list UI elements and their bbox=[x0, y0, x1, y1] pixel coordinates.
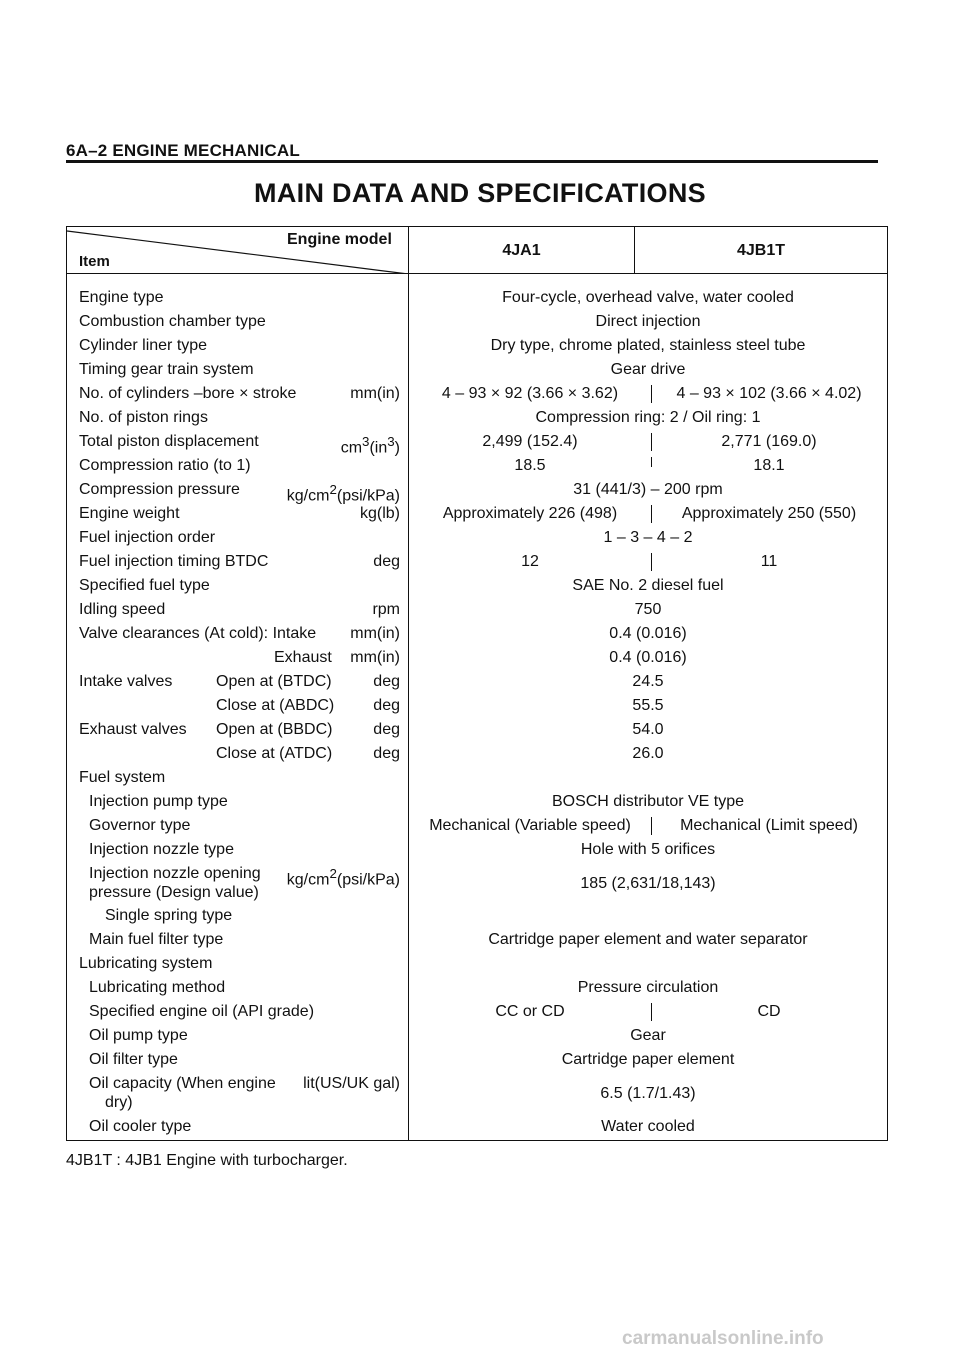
spec-row-valve-clearance-intake bbox=[67, 622, 887, 646]
row-value-4jb1t: Approximately 250 (550) bbox=[681, 505, 857, 522]
row-value: 24.5 bbox=[632, 673, 664, 690]
row-value-4ja1: 18.5 bbox=[514, 457, 546, 474]
spec-row-injection-order bbox=[67, 526, 887, 550]
row-value: BOSCH distributor VE type bbox=[551, 793, 745, 810]
row-label: No. of piston rings bbox=[79, 409, 208, 426]
row-unit: mm(in) bbox=[350, 649, 400, 666]
spec-row-timing-gear bbox=[67, 358, 887, 382]
spec-row-oil-filter bbox=[67, 1048, 887, 1072]
watermark: carmanualsonline.info bbox=[622, 1328, 824, 1349]
row-label: Compression pressure bbox=[79, 481, 240, 498]
unit-base: kg/cm bbox=[286, 871, 330, 889]
spec-row-oil-pump bbox=[67, 1024, 887, 1048]
row-value: 185 (2,631/18,143) bbox=[580, 875, 716, 892]
row-value: 750 bbox=[634, 601, 662, 618]
unit-base: kg/cm bbox=[286, 487, 330, 505]
section-label: Lubricating system bbox=[79, 955, 213, 972]
spec-row-nozzle-pressure bbox=[67, 862, 887, 906]
row-label: Engine weight bbox=[79, 505, 180, 522]
row-label: Combustion chamber type bbox=[79, 313, 266, 330]
spec-row-compression-ratio bbox=[67, 454, 887, 478]
row-unit: deg bbox=[373, 553, 400, 570]
row-unit: deg bbox=[373, 745, 400, 762]
spec-row-lubricating-method bbox=[67, 976, 887, 1000]
row-value-4jb1t: CD bbox=[757, 1003, 781, 1020]
spec-row-cylinder-liner bbox=[67, 334, 887, 358]
row-label: Valve clearances (At cold): Intake bbox=[79, 625, 317, 642]
row-value: 0.4 (0.016) bbox=[609, 625, 687, 642]
row-unit: mm(in) bbox=[350, 625, 400, 642]
row-value: Cartridge paper element and water separator bbox=[488, 931, 808, 948]
row-value-4ja1: 2,499 (152.4) bbox=[482, 433, 578, 450]
row-unit: mm(in) bbox=[350, 385, 400, 402]
row-label: No. of cylinders –bore × stroke bbox=[79, 385, 297, 402]
row-label: Injection nozzle type bbox=[89, 841, 234, 858]
unit-mid: (in bbox=[369, 439, 388, 457]
unit-sup: 2 bbox=[329, 866, 337, 881]
row-value-4ja1: CC or CD bbox=[495, 1003, 565, 1020]
spec-row-exhaust-close bbox=[67, 742, 887, 766]
spec-row-exhaust-open bbox=[67, 718, 887, 742]
spec-row-piston-rings bbox=[67, 406, 887, 430]
spec-row-nozzle-type bbox=[67, 838, 887, 862]
spec-row-intake-open bbox=[67, 670, 887, 694]
row-label-line2: pressure (Design value) bbox=[89, 884, 259, 901]
row-label: Injection pump type bbox=[89, 793, 228, 810]
spec-row-single-spring bbox=[67, 904, 887, 928]
row-label: Oil cooler type bbox=[89, 1118, 192, 1135]
row-value: 1 – 3 – 4 – 2 bbox=[603, 529, 693, 546]
unit-end: (psi/kPa) bbox=[336, 871, 400, 889]
row-label-line1: Injection nozzle opening bbox=[89, 865, 261, 882]
unit-end: (psi/kPa) bbox=[336, 487, 400, 505]
row-value-4jb1t: 11 bbox=[760, 553, 778, 570]
spec-row-idling-speed bbox=[67, 598, 887, 622]
row-label: Lubricating method bbox=[89, 979, 226, 996]
row-value-4ja1: 4 – 93 × 92 (3.66 × 3.62) bbox=[441, 385, 619, 402]
spec-row-compression-pressure bbox=[67, 478, 887, 505]
row-label: Main fuel filter type bbox=[89, 931, 224, 948]
row-value: 0.4 (0.016) bbox=[609, 649, 687, 666]
unit-sup: 3 bbox=[362, 434, 370, 449]
row-value: Cartridge paper element bbox=[561, 1051, 735, 1068]
row-value: 31 (441/3) – 200 rpm bbox=[573, 481, 723, 498]
row-unit: kg(lb) bbox=[359, 505, 400, 522]
spec-row-oil-cooler bbox=[67, 1115, 887, 1139]
spec-row-valve-clearance-exhaust bbox=[67, 646, 887, 670]
spec-row-governor bbox=[67, 814, 887, 838]
row-value-4ja1: Approximately 226 (498) bbox=[442, 505, 618, 522]
col-4ja1-header: 4JA1 bbox=[502, 242, 541, 259]
row-label: Exhaust valves bbox=[79, 721, 187, 738]
row-unit: deg bbox=[373, 721, 400, 738]
row-label: Oil pump type bbox=[89, 1027, 188, 1044]
spec-row-oil-capacity bbox=[67, 1072, 887, 1116]
spec-row-engine-type bbox=[67, 286, 887, 310]
unit-base: cm bbox=[340, 439, 363, 457]
spec-row-cylinders-bore-stroke bbox=[67, 382, 887, 406]
row-label-line1: Oil capacity (When engine bbox=[89, 1075, 276, 1092]
header-divider bbox=[67, 273, 887, 274]
row-unit: rpm bbox=[372, 601, 400, 618]
spec-row-intake-close bbox=[67, 694, 887, 718]
row-value: Compression ring: 2 / Oil ring: 1 bbox=[535, 409, 761, 426]
unit-sup: 3 bbox=[387, 434, 395, 449]
item-header: Item bbox=[79, 253, 110, 270]
row-unit: deg bbox=[373, 697, 400, 714]
col-4jb1t-header: 4JB1T bbox=[736, 242, 786, 259]
row-value: 6.5 (1.7/1.43) bbox=[600, 1085, 696, 1102]
row-unit: lit(US/UK gal) bbox=[303, 1075, 400, 1092]
row-label-line2: dry) bbox=[105, 1094, 133, 1111]
row-value: Four-cycle, overhead valve, water cooled bbox=[502, 289, 794, 306]
unit-sup: 2 bbox=[329, 482, 337, 497]
unit-end: ) bbox=[394, 439, 400, 457]
row-value-4jb1t: Mechanical (Limit speed) bbox=[680, 817, 858, 834]
row-value: Direct injection bbox=[595, 313, 701, 330]
row-value-4ja1: Mechanical (Variable speed) bbox=[429, 817, 631, 834]
row-label: Cylinder liner type bbox=[79, 337, 208, 354]
section-label: Fuel system bbox=[79, 769, 166, 786]
spec-section-lubricating bbox=[67, 952, 887, 976]
page-title: MAIN DATA AND SPECIFICATIONS bbox=[254, 178, 706, 208]
footnote: 4JB1T : 4JB1 Engine with turbocharger. bbox=[66, 1152, 348, 1169]
page-header: 6A–2 ENGINE MECHANICAL bbox=[66, 141, 300, 160]
spec-row-combustion-chamber bbox=[67, 310, 887, 334]
row-label: Fuel injection order bbox=[79, 529, 216, 546]
row-value: Gear bbox=[630, 1027, 666, 1044]
row-value: Water cooled bbox=[601, 1118, 695, 1135]
spec-row-displacement bbox=[67, 430, 887, 457]
row-value: Gear drive bbox=[610, 361, 686, 378]
row-value: Hole with 5 orifices bbox=[580, 841, 716, 858]
row-sublabel: Open at (BTDC) bbox=[216, 673, 332, 690]
spec-section-fuel-system bbox=[67, 766, 887, 790]
row-value: SAE No. 2 diesel fuel bbox=[572, 577, 724, 594]
row-label: Specified engine oil (API grade) bbox=[89, 1003, 315, 1020]
spec-row-injection-timing bbox=[67, 550, 887, 574]
header-column-divider bbox=[634, 227, 635, 273]
header-rule bbox=[66, 160, 878, 163]
row-label: Idling speed bbox=[79, 601, 166, 618]
spec-row-engine-weight bbox=[67, 502, 887, 526]
row-value: Dry type, chrome plated, stainless steel tube bbox=[490, 337, 806, 354]
row-label: Engine type bbox=[79, 289, 164, 306]
row-value-4jb1t: 4 – 93 × 102 (3.66 × 4.02) bbox=[676, 385, 862, 402]
spec-row-engine-oil bbox=[67, 1000, 887, 1024]
row-label: Single spring type bbox=[105, 907, 233, 924]
spec-table bbox=[66, 226, 888, 1141]
row-value: 54.0 bbox=[632, 721, 664, 738]
spec-row-fuel-type bbox=[67, 574, 887, 598]
row-label: Exhaust bbox=[274, 649, 332, 666]
row-value-4jb1t: 18.1 bbox=[753, 457, 785, 474]
row-label: Timing gear train system bbox=[79, 361, 254, 378]
row-label: Specified fuel type bbox=[79, 577, 210, 594]
row-sublabel: Close at (ABDC) bbox=[216, 697, 335, 714]
row-label: Governor type bbox=[89, 817, 191, 834]
row-value: Pressure circulation bbox=[577, 979, 719, 996]
row-label: Intake valves bbox=[79, 673, 173, 690]
spec-row-main-fuel-filter bbox=[67, 928, 887, 952]
row-unit bbox=[287, 864, 400, 890]
row-label: Oil filter type bbox=[89, 1051, 178, 1068]
row-value: 55.5 bbox=[632, 697, 664, 714]
row-label: Compression ratio (to 1) bbox=[79, 457, 251, 474]
spec-row-injection-pump bbox=[67, 790, 887, 814]
row-value-4jb1t: 2,771 (169.0) bbox=[721, 433, 817, 450]
row-sublabel: Open at (BBDC) bbox=[216, 721, 333, 738]
row-label: Total piston displacement bbox=[79, 433, 259, 450]
engine-model-header: Engine model bbox=[287, 231, 392, 248]
row-unit: deg bbox=[373, 673, 400, 690]
row-value-4ja1: 12 bbox=[521, 553, 539, 570]
row-label: Fuel injection timing BTDC bbox=[79, 553, 269, 570]
row-value: 26.0 bbox=[632, 745, 664, 762]
row-sublabel: Close at (ATDC) bbox=[216, 745, 333, 762]
